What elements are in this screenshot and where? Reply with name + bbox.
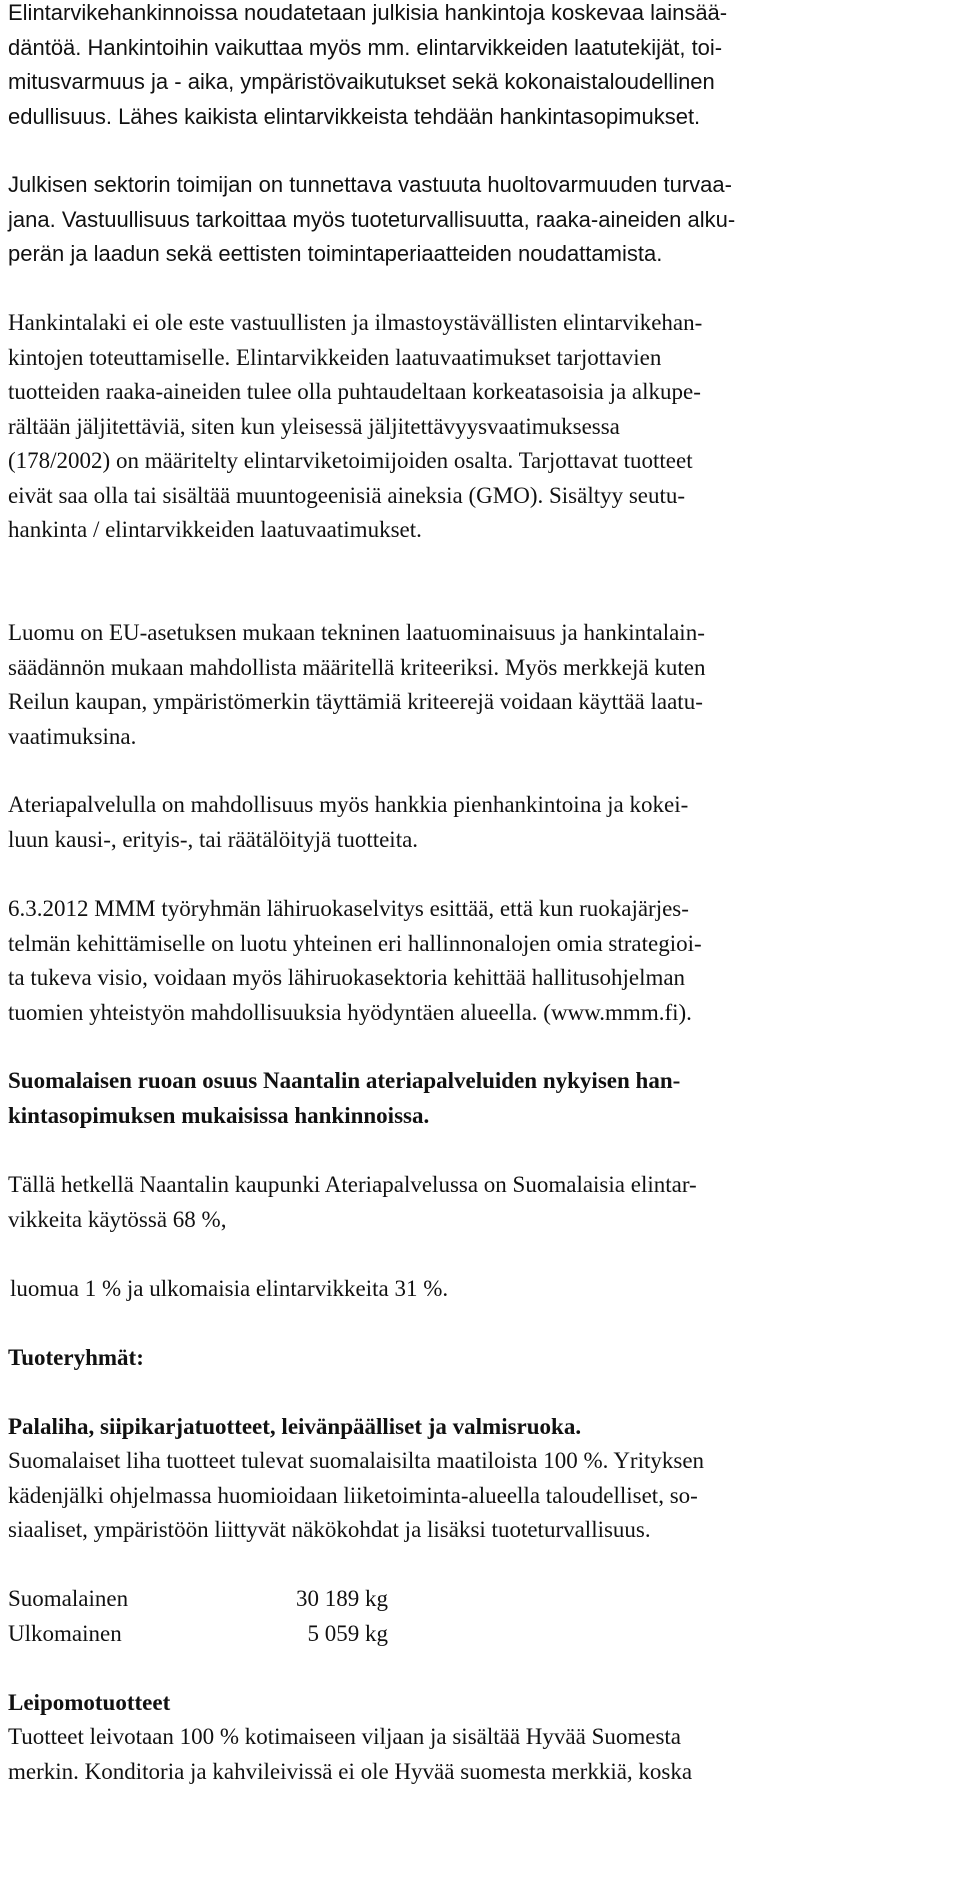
paragraph-small-procurement: Ateriapalvelulla on mahdollisuus myös hankkia pienhankintoina ja kokei- luun kausi-, erityis-, tai räätälöityjä tuotteita. (8, 792, 689, 852)
paragraph-organic: Luomu on EU-asetuksen mukaan tekninen laatuominaisuus ja hankintalain- säädännön mukaan mahdollista määritellä kriteeriksi. Myös merkkejä kuten Reilun kaupan, ympäristömerkin täyttämiä kriteerejä voidaan käyttää laatu- vaatimuksina. (8, 620, 706, 749)
paragraph-meat-products: Suomalaiset liha tuotteet tulevat suomalaisilta maatiloista 100 %. Yrityksen kädenjälki ohjelmassa huomioidaan liiketoiminta-alueella taloudelliset, so- siaaliset, ympäristöön liittyvät näkökohdat ja lisäksi tuoteturvallisuus. (8, 1448, 705, 1542)
paragraph-current-share: Tällä hetkellä Naantalin kaupunki Ateriapalvelussa on Suomalaisia elintar- vikkeita käytössä 68 %, (8, 1172, 697, 1232)
heading-product-groups: Tuoteryhmät: (8, 1345, 144, 1370)
paragraph-procurement-act: Hankintalaki ei ole este vastuullisten ja ilmastoystävällisten elintarvikehan- kintojen toteuttamiselle. Elintarvikkeiden laatuvaatimukset tarjottavien tuotteiden raaka-aineiden tulee olla puhtaudeltaan korkeatasoisia ja alkupe- rältään jäljitettäviä, siten kun yleisessä jäljitettävyysvaatimuksessa (178/2002) on määritelty elintarviketoimijoiden osalta. Tarjottavat tuotteet eivät saa olla tai sisältää muuntogeenisiä aineksia (GMO). Sisältyy seutu- hankinta / elintarvikkeiden laatuvaatimukset. (8, 310, 703, 542)
heading-finnish-food-share: Suomalaisen ruoan osuus Naantalin ateriapalveluiden nykyisen han- kintasopimuksen mukaisissa hankinnoissa. (8, 1068, 681, 1128)
quantity-label: Suomalainen (8, 1586, 129, 1611)
quantity-value: 30 189 kg (296, 1586, 388, 1611)
quantity-table (8, 1582, 408, 1651)
paragraph-bakery-products: Tuotteet leivotaan 100 % kotimaiseen viljaan ja sisältää Hyvää Suomesta merkin. Konditoria ja kahvileivissä ei ole Hyvää suomesta merkkiä, koska (8, 1724, 693, 1784)
quantity-row-foreign (8, 1617, 408, 1652)
paragraph-procurement-law: Elintarvikehankinnoissa noudatetaan julkisia hankintoja koskevaa lainsää- däntöä. Hankintoihin vaikuttaa myös mm. elintarvikkeiden laatutekijät, toi- mitusvarmuus ja - aika, ympäristövaikutukset sekä kokonaistaloudellinen edullisuus. Lähes kaikista elintarvikkeista tehdään hankintasopimukset. (8, 0, 728, 129)
heading-bakery-products: Leipomotuotteet (8, 1690, 171, 1715)
quantity-label: Ulkomainen (8, 1620, 122, 1646)
paragraph-local-food-report: 6.3.2012 MMM työryhmän lähiruokaselvitys esittää, että kun ruokajärjes- telmän kehittämiselle on luotu yhteinen eri hallinnonalojen omia strategioi- ta tukeva visio, voidaan myös lähiruokasektoria kehittää hallitusohjelman tuomien yhteistyön mahdollisuuksia hyödyntäen alueella. (www.mmm.fi). (8, 896, 702, 1025)
quantity-row-domestic (8, 1582, 408, 1617)
heading-meat-products: Palaliha, siipikarjatuotteet, leivänpäälliset ja valmisruoka. (8, 1414, 582, 1439)
paragraph-organic-foreign-share: luomua 1 % ja ulkomaisia elintarvikkeita 31 %. (10, 1276, 449, 1301)
paragraph-public-sector-responsibility: Julkisen sektorin toimijan on tunnettava vastuuta huoltovarmuuden turvaa- jana. Vastuullisuus tarkoittaa myös tuoteturvallisuutta, raaka-aineiden alku- perän ja laadun sekä eettisten toimintaperiaatteiden noudattamista. (8, 172, 736, 266)
quantity-value: 5 059 kg (307, 1620, 388, 1646)
